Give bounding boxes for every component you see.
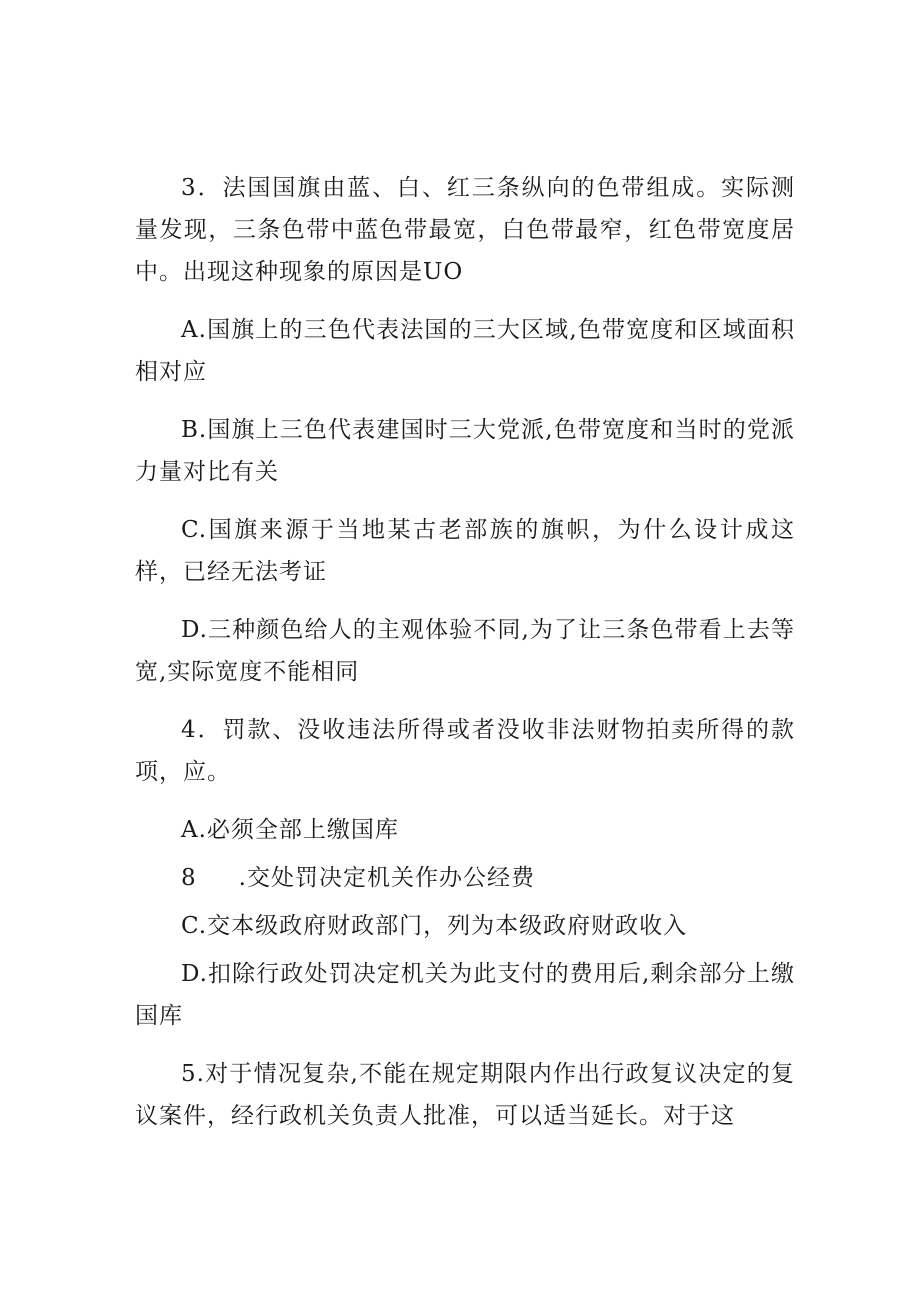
question-4-option-a: A.必须全部上缴国库 [181, 817, 399, 843]
question-3-option-b: B.国旗上三色代表建国时三大党派,色带宽度和当时的党派力量对比有关 [135, 417, 795, 485]
question-3-option-a: A.国旗上的三色代表法国的三大区域,色带宽度和区域面积相对应 [135, 317, 795, 385]
question-4-option-d: D.扣除行政处罚决定机关为此支付的费用后,剩余部分上缴国库 [135, 961, 795, 1029]
question-3-option-c: C.国旗来源于当地某古老部族的旗帜，为什么设计成这样，已经无法考证 [135, 517, 795, 585]
question-4-option-b-text: .交处罚决定机关作办公经费 [238, 865, 535, 891]
question-4-stem: 4．罚款、没收违法所得或者没收非法财物拍卖所得的款项，应。 [135, 717, 795, 785]
question-5-stem: 5.对于情况复杂,不能在规定期限内作出行政复议决定的复议案件，经行政机关负责人批准，可以适当延长。对于这 [135, 1061, 795, 1129]
question-4-option-b [135, 857, 795, 899]
document-body [135, 167, 795, 1153]
question-4-option-b-number: 8 [181, 865, 197, 891]
question-3-option-d: D.三种颜色给人的主观体验不同,为了让三条色带看上去等宽,实际宽度不能相同 [135, 617, 795, 685]
question-3-stem: 3．法国国旗由蓝、白、红三条纵向的色带组成。实际测量发现，三条色带中蓝色带最宽，白色带最窄，红色带宽度居中。出现这种现象的原因是UO [135, 175, 795, 285]
question-4-option-c: C.交本级政府财政部门，列为本级政府财政收入 [181, 913, 688, 939]
